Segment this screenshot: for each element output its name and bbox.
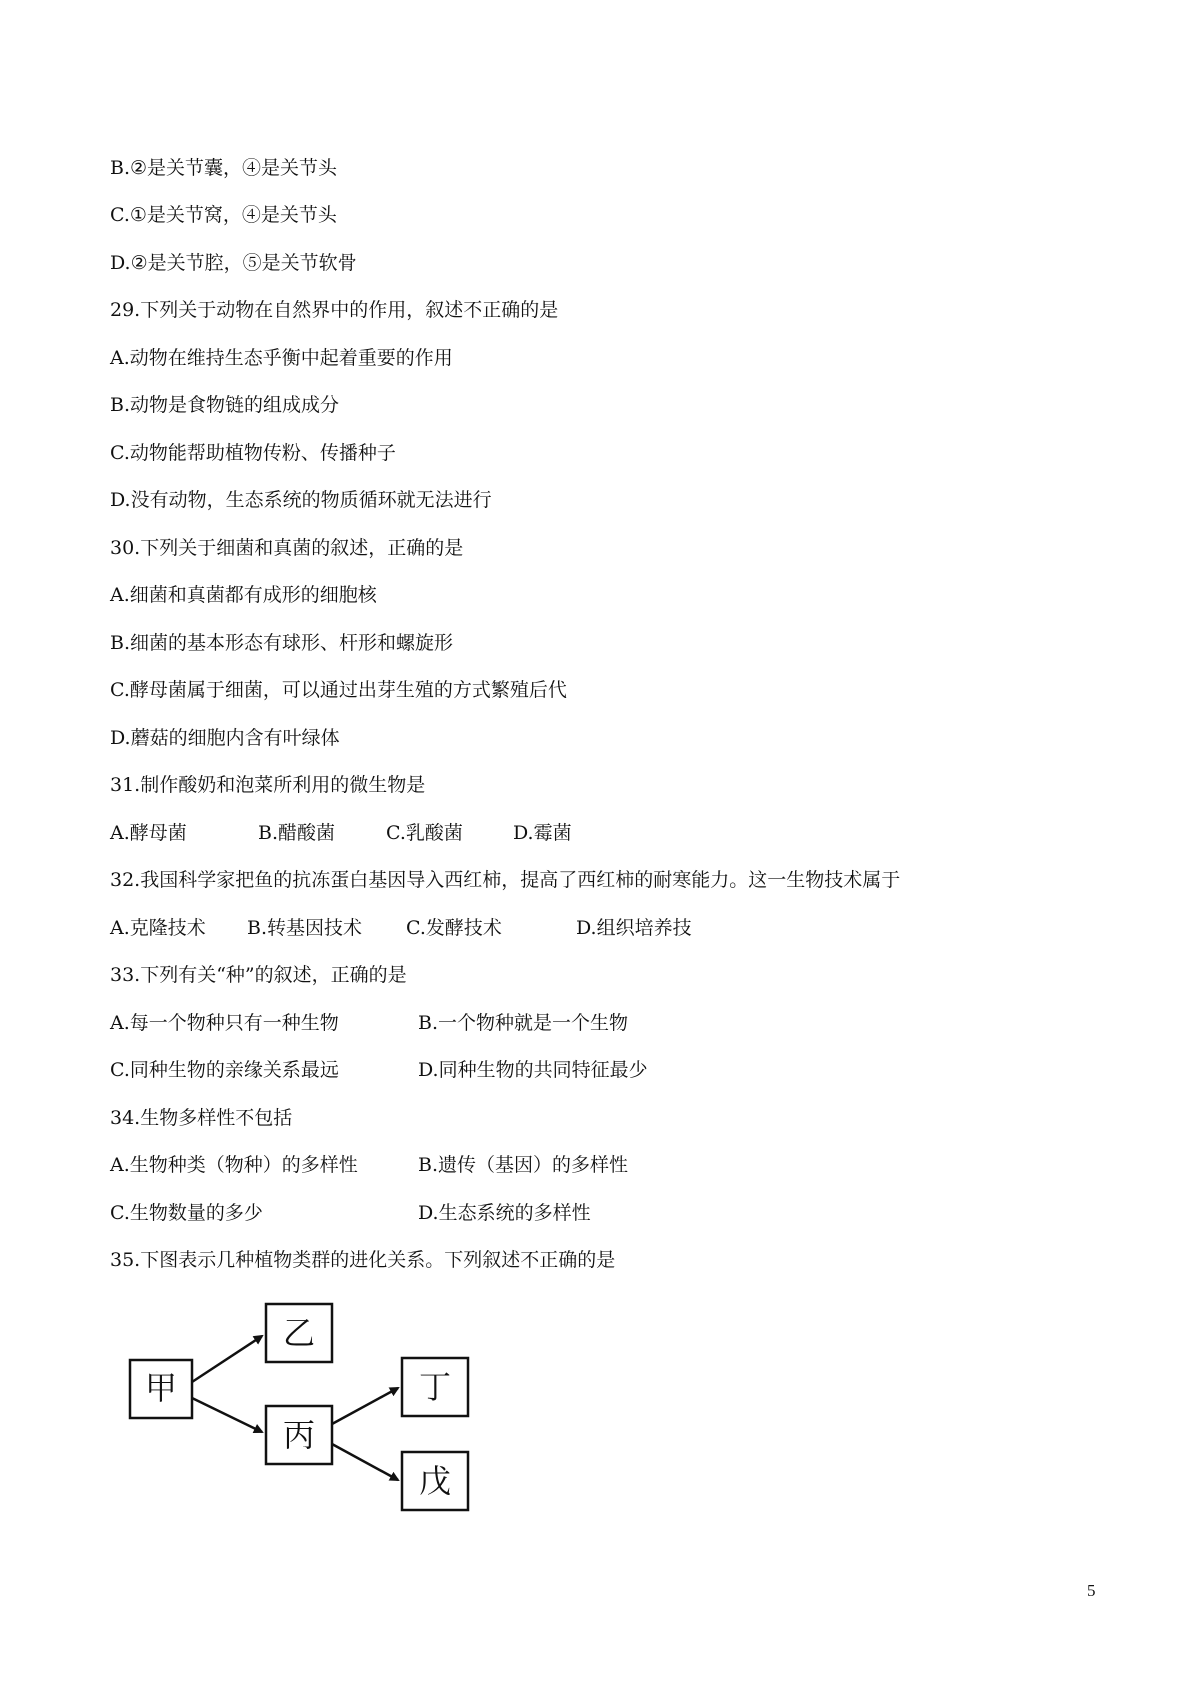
q30-stem: 30.下列关于细菌和真菌的叙述，正确的是 xyxy=(110,537,464,559)
q32-option-c: C.发酵技术 xyxy=(406,917,502,939)
q28-option-b: B.②是关节囊，④是关节头 xyxy=(110,157,338,179)
q29-option-c: C.动物能帮助植物传粉、传播种子 xyxy=(110,442,396,464)
q32-option-a: A.克隆技术 xyxy=(110,917,206,939)
q33-option-a: A.每一个物种只有一种生物 xyxy=(110,1012,339,1034)
q31-option-d: D.霉菌 xyxy=(513,822,572,844)
q31-stem: 31.制作酸奶和泡菜所利用的微生物是 xyxy=(110,774,426,796)
q28-option-c: C.①是关节窝，④是关节头 xyxy=(110,204,337,226)
box-wu xyxy=(402,1452,468,1510)
arrow-bing-ding xyxy=(332,1388,398,1424)
q32-option-b: B.转基因技术 xyxy=(247,917,363,939)
q34-option-a: A.生物种类（物种）的多样性 xyxy=(110,1154,358,1176)
q34-option-d: D.生态系统的多样性 xyxy=(418,1202,591,1224)
q30-option-b: B.细菌的基本形态有球形、杆形和螺旋形 xyxy=(110,632,454,654)
q30-option-a: A.细菌和真菌都有成形的细胞核 xyxy=(110,584,377,606)
q29-option-d: D.没有动物，生态系统的物质循环就无法进行 xyxy=(110,489,492,511)
q31-option-a: A.酵母菌 xyxy=(110,822,187,844)
q34-option-c: C.生物数量的多少 xyxy=(110,1202,263,1224)
box-jia xyxy=(130,1360,192,1418)
label-bing: 丙 xyxy=(282,1416,316,1454)
label-yi: 乙 xyxy=(282,1314,316,1352)
box-bing xyxy=(266,1406,332,1464)
q33-option-c: C.同种生物的亲缘关系最远 xyxy=(110,1059,339,1081)
arrow-jia-bing xyxy=(192,1398,262,1432)
q29-option-a: A.动物在维持生态乎衡中起着重要的作用 xyxy=(110,347,453,369)
q30-option-d: D.蘑菇的细胞内含有叶绿体 xyxy=(110,727,340,749)
q33-option-b: B.一个物种就是一个生物 xyxy=(418,1012,629,1034)
q31-option-b: B.醋酸菌 xyxy=(258,822,336,844)
q32-option-d: D.组织培养技 xyxy=(576,917,692,939)
q33-option-d: D.同种生物的共同特征最少 xyxy=(418,1059,648,1081)
plant-evolution-diagram xyxy=(110,1290,480,1520)
box-ding xyxy=(402,1358,468,1416)
label-jia: 甲 xyxy=(144,1369,178,1407)
arrow-jia-yi xyxy=(192,1336,262,1382)
q29-stem: 29.下列关于动物在自然界中的作用，叙述不正确的是 xyxy=(110,299,559,321)
box-yi xyxy=(266,1304,332,1362)
q31-option-c: C.乳酸菌 xyxy=(386,822,463,844)
arrow-bing-wu xyxy=(332,1444,398,1480)
q34-option-b: B.遗传（基因）的多样性 xyxy=(418,1154,629,1176)
q29-option-b: B.动物是食物链的组成成分 xyxy=(110,394,340,416)
q33-stem: 33.下列有关“种”的叙述，正确的是 xyxy=(110,964,407,986)
q32-stem: 32.我国科学家把鱼的抗冻蛋白基因导入西红柿，提高了西红柿的耐寒能力。这一生物技术属于 xyxy=(110,869,901,891)
q34-stem: 34.生物多样性不包括 xyxy=(110,1107,293,1129)
q30-option-c: C.酵母菌属于细菌，可以通过出芽生殖的方式繁殖后代 xyxy=(110,679,567,701)
q28-option-d: D.②是关节腔，⑤是关节软骨 xyxy=(110,252,357,274)
page-number: 5 xyxy=(1087,1581,1096,1600)
q35-stem: 35.下图表示几种植物类群的进化关系。下列叙述不正确的是 xyxy=(110,1249,616,1271)
label-ding: 丁 xyxy=(418,1368,452,1406)
label-wu: 戊 xyxy=(418,1462,452,1500)
